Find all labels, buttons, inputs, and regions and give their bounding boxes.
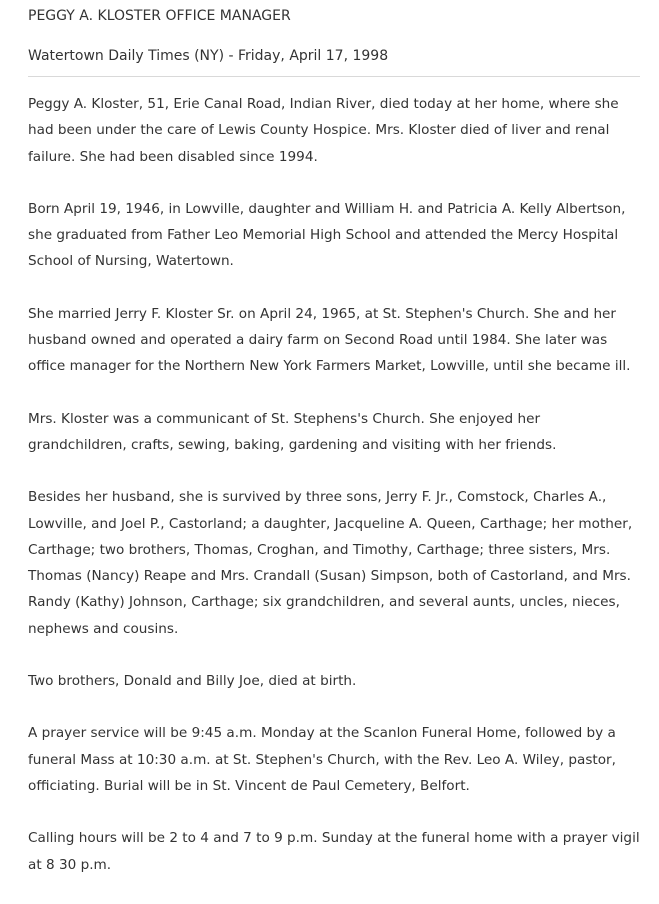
paragraph-marriage-career: She married Jerry F. Kloster Sr. on April 24, 1965, at St. Stephen's Church. She and her husband owned and operated a dairy farm on Second Road until 1984. She later was office manager for the Northern New York Farmers Market, Lowville, until she became ill. [28,305,631,375]
article-headline: PEGGY A. KLOSTER OFFICE MANAGER [28,8,291,24]
header-divider [28,76,640,77]
paragraph-services: A prayer service will be 9:45 a.m. Monday at the Scanlon Funeral Home, followed by a funeral Mass at 10:30 a.m. at St. Stephen's Church, with the Rev. Leo A. Wiley, pastor, officiating. Burial will be in St. Vincent de Paul Cemetery, Belfort. [28,725,616,794]
paragraph-interests: Mrs. Kloster was a communicant of St. Stephens's Church. She enjoyed her grandchildren, crafts, sewing, baking, gardening and visiting with her friends. [28,410,557,453]
paragraph-calling-hours: Calling hours will be 2 to 4 and 7 to 9 p.m. Sunday at the funeral home with a prayer vigil at 8 30 p.m. [28,830,640,873]
article-source-dateline: Watertown Daily Times (NY) - Friday, April 17, 1998 [28,48,389,64]
obituary-article [28,0,640,904]
paragraph-survivors: Besides her husband, she is survived by three sons, Jerry F. Jr., Comstock, Charles A., Lowville, and Joel P., Castorland; a daughter, Jacqueline A. Queen, Carthage; her mother, Carthage; two brothers, Thomas, Croghan, and Timothy, Carthage; three sisters, Mrs. Thomas (Nancy) Reape and Mrs. Crandall (Susan) Simpson, both of Castorland, and Mrs. Randy (Kathy) Johnson, Carthage; six grandchildren, and several aunts, uncles, nieces, nephews and cousins. [28,489,633,637]
paragraph-predeceased: Two brothers, Donald and Billy Joe, died at birth. [28,673,357,690]
paragraph-birth-education: Born April 19, 1946, in Lowville, daughter and William H. and Patricia A. Kelly Albertson, she graduated from Father Leo Memorial High School and attended the Mercy Hospital School of Nursing, Watertown. [28,200,626,270]
paragraph-death-notice: Peggy A. Kloster, 51, Erie Canal Road, Indian River, died today at her home, where she had been under the care of Lewis County Hospice. Mrs. Kloster died of liver and renal failure. She had been disabled since 1994. [28,96,619,165]
article-body [28,91,640,878]
